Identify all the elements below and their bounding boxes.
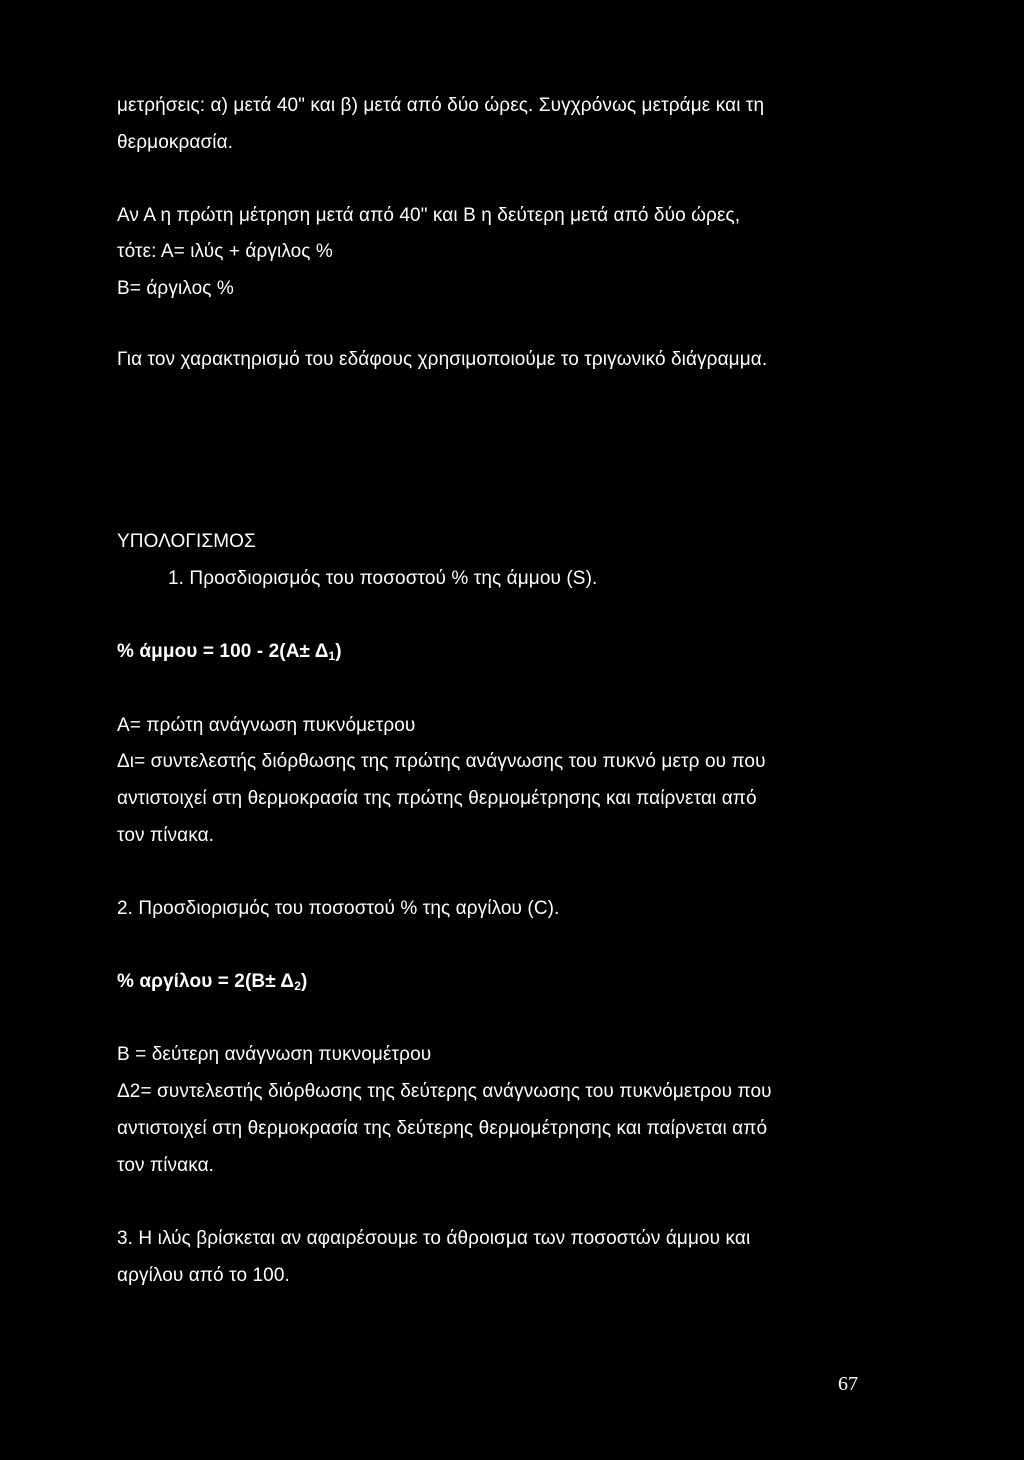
sand-formula-main: % άμμου = 100 - 2(Α± Δ <box>117 641 329 662</box>
step-1-title: 1. Προσδιορισμός του ποσοστού % της άμμου (S). <box>168 568 598 589</box>
d1-definition-line-2: αντιστοιχεί στη θερμοκρασία της πρώτης θερμομέτρησης και παίρνεται από <box>117 788 757 809</box>
sand-formula-close: ) <box>335 641 342 662</box>
sand-formula <box>117 640 342 664</box>
d1-definition-line-3: τον πίνακα. <box>117 825 215 846</box>
intro-line-2: θερμοκρασία. <box>117 132 234 153</box>
d1-definition-line-1: Δι= συντελεστής διόρθωσης της πρώτης ανάγνωσης του πυκνό μετρ ου που <box>117 751 766 772</box>
definition-line-3: Β= άργιλος % <box>117 278 234 299</box>
a-definition: Α= πρώτη ανάγνωση πυκνόμετρου <box>117 715 416 736</box>
intro-line-1: μετρήσεις: α) μετά 40" και β) μετά από δύο ώρες. Συγχρόνως μετράμε και τη <box>117 95 765 116</box>
step-2-title: 2. Προσδιορισμός του ποσοστού % της αργίλου (C). <box>117 898 560 919</box>
step-3-line-1: 3. Η ιλύς βρίσκεται αν αφαιρέσουμε το άθροισμα των ποσοστών άμμου και <box>117 1228 751 1249</box>
clay-formula-main: % αργίλου = 2(Β± Δ <box>117 971 295 992</box>
definition-line-1: Αν Α η πρώτη μέτρηση μετά από 40" και Β η δεύτερη μετά από δύο ώρες, <box>117 205 741 226</box>
d2-definition-line-3: τον πίνακα. <box>117 1155 215 1176</box>
clay-formula-subscript: 2 <box>294 979 301 993</box>
definition-line-2: τότε: Α= ιλύς + άργιλος % <box>117 241 333 262</box>
b-definition: Β = δεύτερη ανάγνωση πυκνομέτρου <box>117 1044 432 1065</box>
step-3-line-2: αργίλου από το 100. <box>117 1265 290 1286</box>
clay-formula <box>117 970 307 994</box>
usage-text: Για τον χαρακτηρισμό του εδάφους χρησιμοποιούμε το τριγωνικό διάγραμμα. <box>117 349 768 370</box>
clay-formula-close: ) <box>300 971 308 992</box>
page-number: 67 <box>838 1373 858 1395</box>
d2-definition-line-2: αντιστοιχεί στη θερμοκρασία της δεύτερης θερμομέτρησης και παίρνεται από <box>117 1118 768 1139</box>
d2-definition-line-1: Δ2= συντελεστής διόρθωσης της δεύτερης ανάγνωσης του πυκνόμετρου που <box>117 1081 772 1102</box>
sand-formula-subscript: 1 <box>328 649 336 663</box>
calculation-heading: ΥΠΟΛΟΓΙΣΜΟΣ <box>117 531 256 552</box>
